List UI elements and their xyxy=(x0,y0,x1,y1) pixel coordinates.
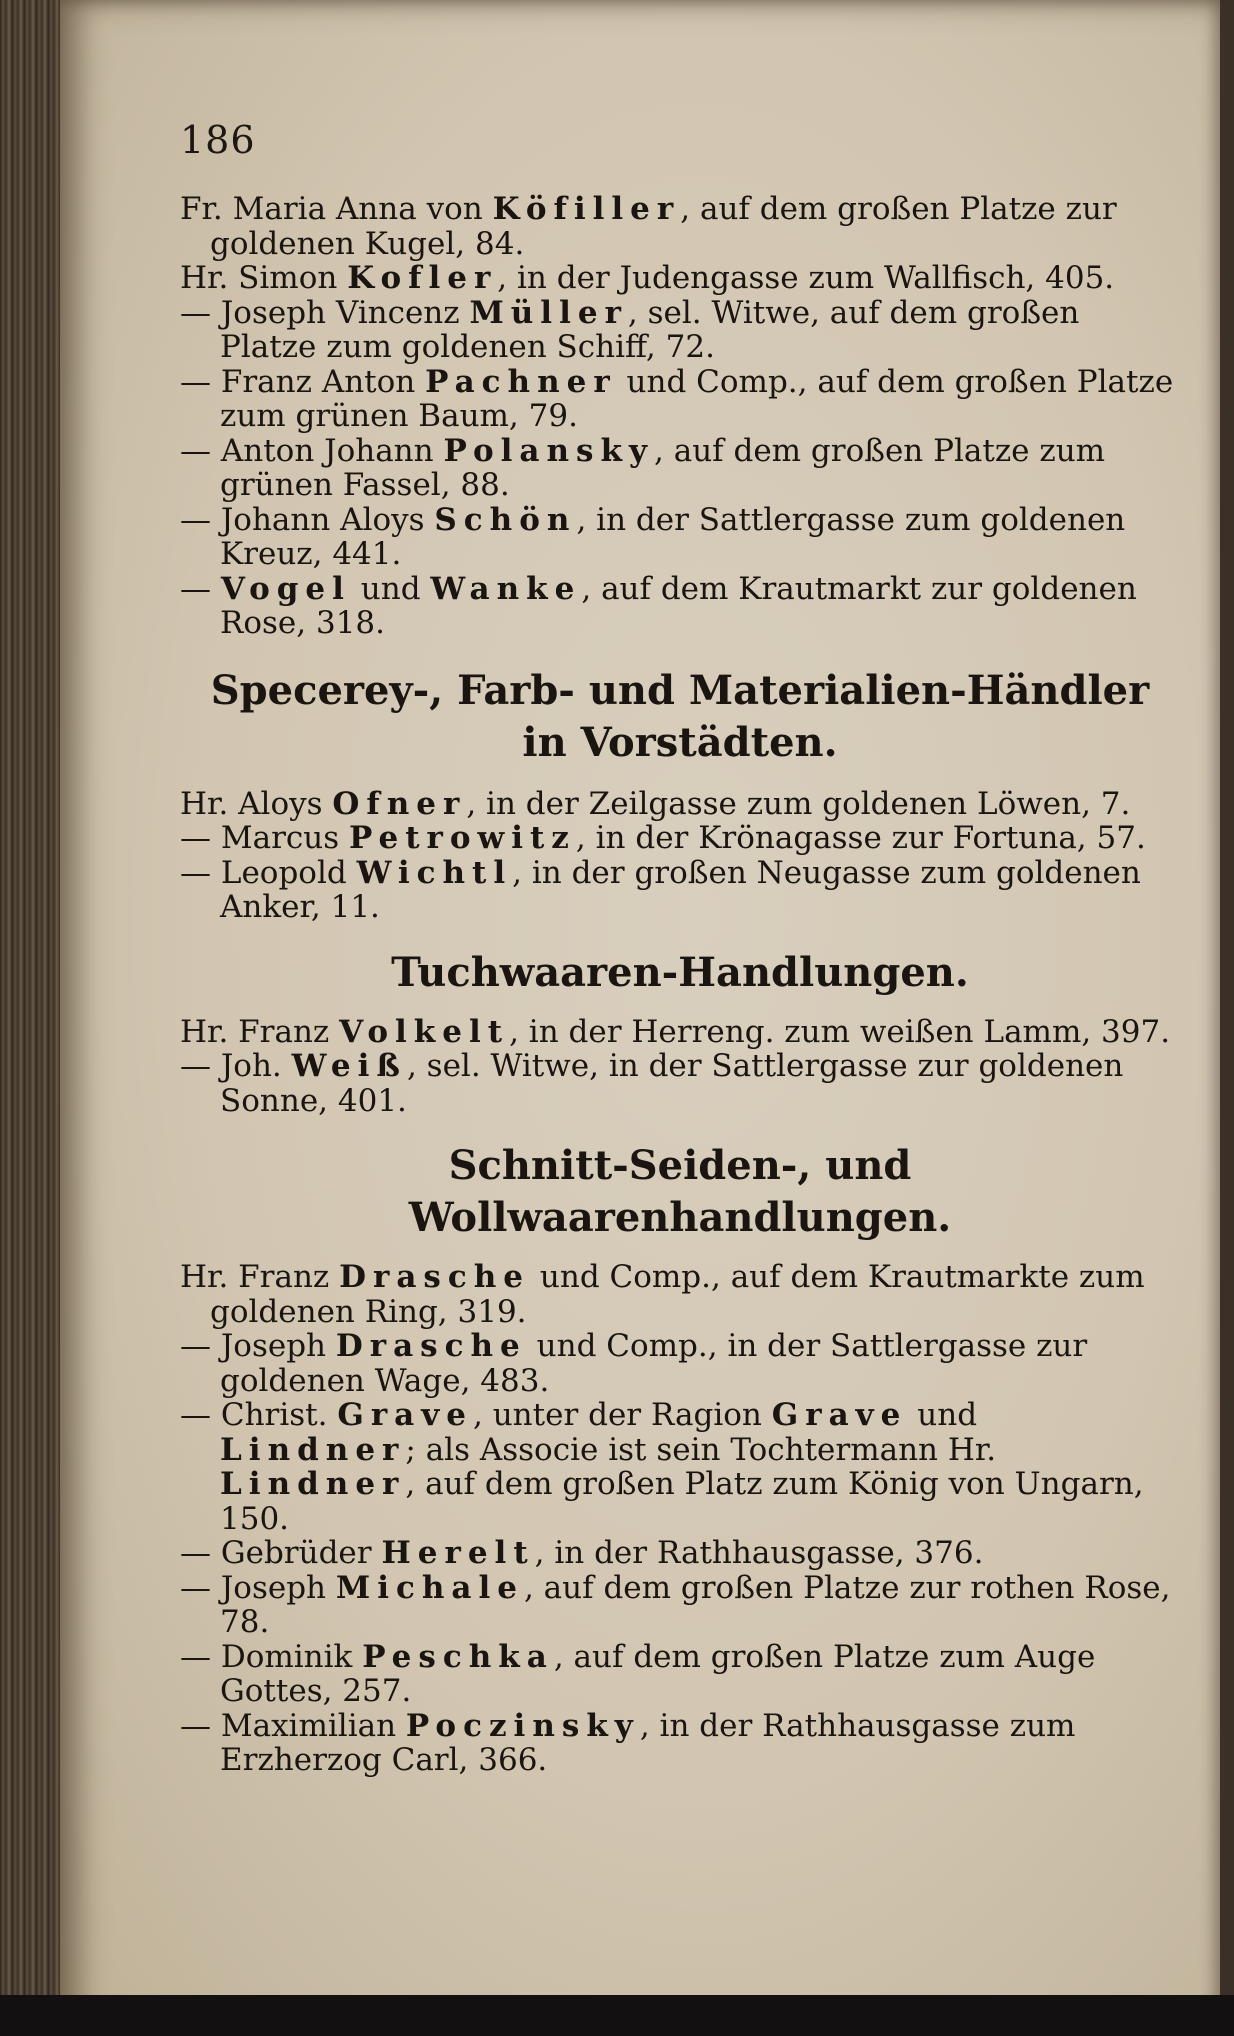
section-heading: Tuchwaaren-Handlungen. xyxy=(391,948,969,996)
merchant-name: Köfiller xyxy=(492,191,681,227)
merchant-name: Michale xyxy=(335,1569,524,1606)
merchant-name: Grave xyxy=(337,1397,473,1433)
section-cloth-dealers xyxy=(180,947,1180,1119)
merchant-list-continued xyxy=(180,192,1180,641)
merchant-name: Volkelt xyxy=(339,1013,510,1050)
merchant-name: Polansky xyxy=(443,432,654,469)
list-entry: Hr. Franz Volkelt, in der Herreng. zum weißen Lamm, 397. xyxy=(180,1013,1171,1050)
merchant-name: Vogel xyxy=(220,570,351,607)
list-entry: Hr. Franz Drasche und Comp., auf dem Krautmarkte zum goldenen Ring, 319. xyxy=(180,1259,1145,1330)
page-edge-bottom xyxy=(0,1995,1234,2036)
list-entry: — Anton Johann Polansky, auf dem großen Platze zum grünen Fassel, 88. xyxy=(180,432,1106,503)
merchant-name: Weiß xyxy=(291,1048,407,1084)
list-entry: — Franz Anton Pachner und Comp., auf dem großen Platze zum grünen Baum, 79. xyxy=(180,363,1174,434)
merchant-name: Lindner xyxy=(220,1466,406,1502)
section-heading: Schnitt-Seiden-, und Wollwaarenhandlungen. xyxy=(408,1142,952,1241)
merchant-name: Lindner xyxy=(220,1431,406,1468)
section-silk-wool-dealers xyxy=(180,1140,1180,1778)
list-entry: — Christ. Grave, unter der Ragion Grave und Lindner; als Associe ist sein Tochtermann Hr. Lindner, auf dem großen Platz zum König von Ungarn, 150. xyxy=(180,1397,1144,1537)
list-entry: — Dominik Peschka, auf dem großen Platze zum Auge Gottes, 257. xyxy=(180,1638,1096,1709)
list-entry: — Vogel und Wanke, auf dem Krautmarkt zur goldenen Rose, 318. xyxy=(180,570,1137,641)
merchant-name: Wichtl xyxy=(356,854,513,891)
page-edge-right xyxy=(1220,0,1234,2036)
merchant-name: Pachner xyxy=(425,363,617,400)
book-edge xyxy=(0,0,68,2036)
list-entry: — Joseph Drasche und Comp., in der Sattlergasse zur goldenen Wage, 483. xyxy=(180,1328,1088,1399)
list-entry: — Joseph Vincenz Müller, sel. Witwe, auf dem großen Platze zum goldenen Schiff, 72. xyxy=(180,294,1080,365)
page-number: 186 xyxy=(180,118,256,162)
list-entry: — Maximilian Poczinsky, in der Rathhausgasse zum Erzherzog Carl, 366. xyxy=(180,1707,1076,1778)
merchant-name: Grave xyxy=(771,1397,908,1433)
merchant-name: Poczinsky xyxy=(405,1707,640,1744)
merchant-name: Drasche xyxy=(335,1328,527,1364)
merchant-name: Wanke xyxy=(430,570,582,607)
page-content xyxy=(180,192,1180,1778)
merchant-name: Müller xyxy=(469,294,628,331)
merchant-name: Petrowitz xyxy=(349,820,576,856)
list-entry: — Gebrüder Herelt, in der Rathhausgasse, 376. xyxy=(180,1535,984,1571)
list-entry: — Leopold Wichtl, in der großen Neugasse zum goldenen Anker, 11. xyxy=(180,854,1141,925)
merchant-name: Drasche xyxy=(339,1259,531,1295)
merchant-name: Peschka xyxy=(362,1638,554,1675)
merchant-name: Herelt xyxy=(381,1535,535,1571)
list-entry: — Joh. Weiß, sel. Witwe, in der Sattlergasse zur goldenen Sonne, 401. xyxy=(180,1048,1124,1119)
list-entry: — Marcus Petrowitz, in der Krönagasse zur Fortuna, 57. xyxy=(180,820,1146,856)
section-heading: Specerey-, Farb- und Materialien-Händler in Vorstädten. xyxy=(210,666,1150,766)
list-entry: Fr. Maria Anna von Köfiller, auf dem großen Platze zur goldenen Kugel, 84. xyxy=(180,191,1117,262)
list-entry: Hr. Simon Kofler, in der Judengasse zum Wallfisch, 405. xyxy=(180,260,1115,296)
list-entry: — Johann Aloys Schön, in der Sattlergasse zum goldenen Kreuz, 441. xyxy=(180,501,1126,572)
section-spice-dealers xyxy=(180,665,1180,925)
list-entry: Hr. Aloys Ofner, in der Zeilgasse zum goldenen Löwen, 7. xyxy=(180,785,1131,822)
merchant-name: Ofner xyxy=(332,785,467,822)
list-entry: — Joseph Michale, auf dem großen Platze zur rothen Rose, 78. xyxy=(180,1569,1171,1640)
merchant-name: Schön xyxy=(434,501,577,538)
merchant-name: Kofler xyxy=(347,260,498,296)
